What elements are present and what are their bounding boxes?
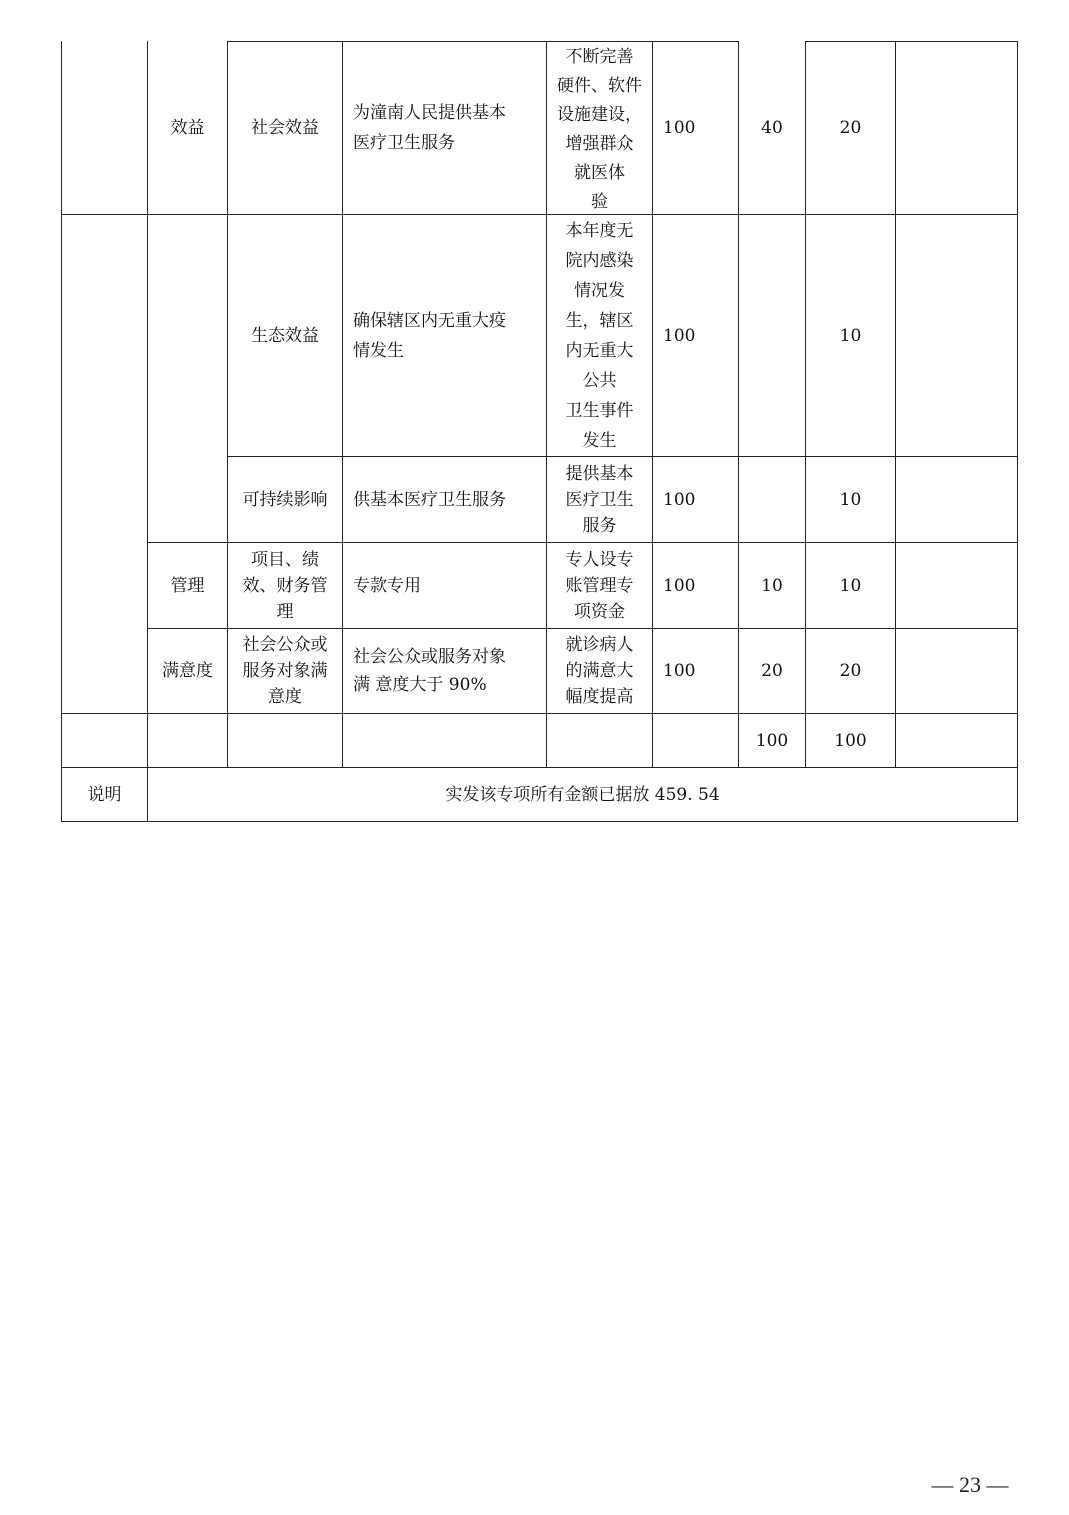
actual-cell: 就诊病人 的满意大 幅度提高 — [565, 635, 634, 707]
indicator-cell: 社会公众或 服务对象满 意度 — [242, 635, 328, 707]
indicator-cell: 项目、绩 效、财务管 理 — [242, 549, 328, 622]
score-cell: 10 — [839, 575, 862, 596]
target-cell: 为潼南人民提供基本 医疗卫生服务 — [353, 103, 506, 153]
page-number: — 23 — — [931, 1472, 1009, 1497]
col-divider — [1017, 41, 1018, 822]
target-cell: 社会公众或服务对象 满 意度大于 90% — [353, 647, 506, 695]
actual-cell: 专人设专 账管理专 项资金 — [565, 549, 634, 622]
target-cell: 确保辖区内无重大疫 情发生 — [353, 310, 506, 361]
category-cell: 满意度 — [162, 661, 213, 681]
col-divider — [895, 41, 896, 768]
row-divider — [61, 821, 1018, 822]
category-cell: 管理 — [170, 575, 205, 596]
indicator-cell: 生态效益 — [251, 325, 319, 346]
indicator-cell: 可持续影响 — [242, 489, 328, 510]
weight-cell: 10 — [761, 575, 783, 596]
category-cell: 效益 — [170, 118, 205, 138]
target-cell: 专款专用 — [353, 575, 421, 596]
col-divider — [61, 41, 62, 822]
score-cell: 10 — [839, 325, 862, 346]
actual-cell: 本年度无 院内感染 情况发 生，辖区 内无重大 公共 卫生事件 发生 — [565, 220, 634, 451]
actual-cell: 提供基本 医疗卫生 服务 — [565, 463, 634, 536]
score-cell: 20 — [839, 661, 862, 681]
value-cell: 100 — [663, 489, 696, 510]
weight-cell: 40 — [761, 118, 783, 138]
actual-cell: 不断完善 硬件、软件 设施建设， 增强群众 就医体 验 — [557, 47, 642, 212]
total-weight-cell: 100 — [755, 730, 789, 751]
value-cell: 100 — [663, 118, 696, 138]
note-text-cell: 实发该专项所有金额已据放 459. 54 — [445, 784, 720, 805]
value-cell: 100 — [663, 661, 696, 681]
value-cell: 100 — [663, 575, 696, 596]
note-label-cell: 说明 — [87, 784, 122, 805]
target-cell: 供基本医疗卫生服务 — [353, 489, 506, 510]
value-cell: 100 — [663, 325, 696, 346]
weight-cell: 20 — [761, 661, 783, 681]
indicator-cell: 社会效益 — [251, 118, 319, 138]
total-score-cell: 100 — [834, 730, 867, 751]
score-cell: 20 — [839, 118, 862, 138]
score-cell: 10 — [839, 489, 862, 510]
